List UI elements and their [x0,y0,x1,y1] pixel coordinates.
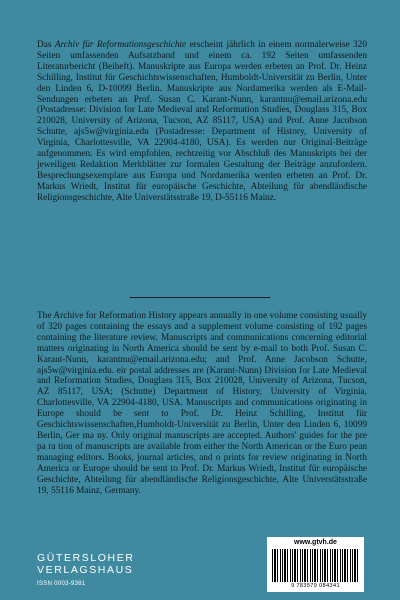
issn-number: ISSN 0003-9381 [37,581,86,587]
journal-title: Archiv für Reformationsgeschichte [54,40,187,50]
publisher-url: www.gtvh.de [294,539,337,546]
english-paragraph: The Archive for Reformation History appears annually in one volume consisting usually of 320 pages containing the essays and a supplement volume consisting of 192 pages containing the literature review. Manuscripts and communications concerning editorial matters originating in North America should be sent by e-mail to both Prof. Susan C. Karant-Nunn, karantnu@email.arizona.edu; and Prof. Anne Jacobson Schutte, ajs5w@virginia.edu. eir postal addresses are (Karant-Nunn) Division for Late Medieval and Reformation Studies, Douglass 315, Box 210028, University of Arizona, Tucson, AZ 85117, USA; (Schutte) Department of History, University of Virginia, Charlottesville, VA 22904-4180, USA. Manuscripts and communications originating in Europe should be sent to Prof. Dr. Heinz Schilling, Institut für Geschichtswissenschaften,Humboldt-Universität zu Berlin, Unter den Linden 6, 10099 Berlin, Ger ma ny. Only original manuscripts are accepted. Authors' guides for the pre pa ra tion of manuscripts are available from either the North American or the Euro pean managing editors. Books, journal articles, and o prints for review originating in North America or Europe should be sent to Prof. Dr. Markus Wriedt, Institut für europäische Geschichte, Abteilung für abendländische Religionsgeschichte, Alte Universtätsstraße 19, 55116 Mainz, Germany. [37,311,367,496]
german-body: erscheint jährlich in einem normalerweise 320 Seiten umfassenden Aufsatzband und einem ca. 192 Seiten umfassenden Literaturbericht (Beiheft). Manuskripte aus Europa werden erbeten an Prof. Dr. Heinz Schilling, Institut für Geschichtswissenschaften, Humboldt-Universität zu Berlin, Unter den Linden 6, D-10099 Berlin. Manuskripte aus Nordamerika werden als E-Mail-Sendungen erbeten an Prof. Susan C. Karant-Nunn, karantnu@email.arizona.edu (Postadresse: Division for Late Medieval and Reformation Studies, Douglass 315, Box 210028, University of Arizona, Tucson, AZ 85117, USA) und Prof. Anne Jacobson Schutte, ajs5w@virginia.edu (Postadresse: Department of History, University of Virginia, Charlottesville, VA 22904-4180, USA). Es werden nur Original-Beiträge aufgenommen. Es wird empfohlen, rechtzeitig vor Abschluß des Manuskripts bei der jeweiligen Redaktion Merkblätter zur formalen Gestaltung der Beiträge anzufordern. Besprechungsexemplare aus Europa und Nordamerika werden erbeten an Prof. Dr. Markus Wriedt, Institut für europäische Geschichte, Abteilung für abendländische Religionsgeschichte, Alte Universtätsstraße 19, D-55116 Mainz. [37,40,367,203]
barcode [267,537,364,592]
publisher-line-1: GÜTERSLOHER [37,552,135,564]
barcode-digits: 9 783579 084341 [291,583,340,589]
publisher-line-2: VERLAGSHAUS [37,564,134,576]
german-paragraph [37,40,367,204]
german-intro: Das [37,40,55,50]
barcode-icon [272,549,359,582]
german-description [37,40,367,204]
section-divider [130,297,270,298]
publisher-logo [37,552,135,576]
english-description [37,311,367,496]
